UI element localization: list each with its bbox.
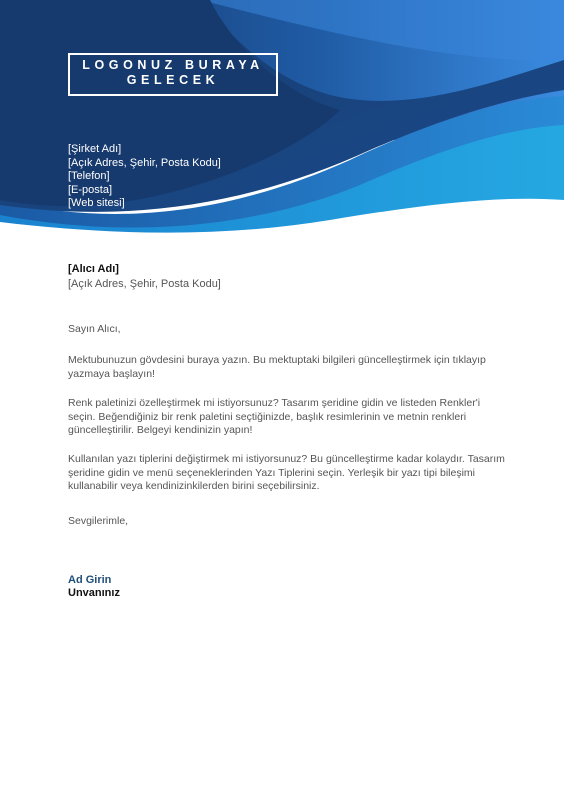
closing[interactable]: Sevgilerimle, — [68, 515, 129, 527]
signature-name[interactable]: Ad Girin — [68, 574, 112, 586]
salutation[interactable]: Sayın Alıcı, — [68, 323, 121, 335]
sender-address[interactable]: [Açık Adres, Şehir, Posta Kodu] — [68, 156, 221, 169]
sender-phone[interactable]: [Telefon] — [68, 170, 110, 182]
logo-line-1: LOGONUZ BURAYA — [82, 58, 264, 72]
recipient-name[interactable]: [Alıcı Adı] — [68, 263, 119, 275]
body-paragraph-2[interactable]: Renk paletinizi özelleştirmek mi istiyorsunuz? Tasarım şeridine gidin ve listeden Renkler'i seçin. Beğendiğiniz bir renk paletini seçtiğinizde, başlık resimlerinin ve metnin renkleri güncelleştirilir. Belgeyi kendinizin yapın! — [68, 397, 481, 436]
logo-line-2: GELECEK — [126, 73, 220, 87]
sender-email[interactable]: [E-posta] — [68, 183, 113, 196]
signature-title[interactable]: Unvanınız — [68, 587, 120, 599]
sender-company[interactable]: [Şirket Adı] — [68, 143, 122, 155]
recipient-address[interactable]: [Açık Adres, Şehir, Posta Kodu] — [68, 278, 221, 290]
logo-placeholder — [68, 53, 278, 96]
sender-website[interactable]: [Web sitesi] — [68, 197, 125, 209]
sender-block — [68, 143, 221, 211]
body-paragraph-1[interactable]: Mektubunuzun gövdesini buraya yazın. Bu mektuptaki bilgileri güncelleştirmek için tıklayıp yazmaya başlayın! — [68, 354, 486, 380]
body-paragraph-3[interactable]: Kullanılan yazı tiplerini değiştirmek mi istiyorsunuz? Bu güncelleştirme kadar kolaydır. Tasarım şeridine gidin ve menü seçeneklerinden Yazı Tiplerini seçin. Yerleşik bir yazı tipi bileşimi kullanabilir veya kendinizinkilerden birini seçebilirsiniz. — [68, 453, 505, 492]
